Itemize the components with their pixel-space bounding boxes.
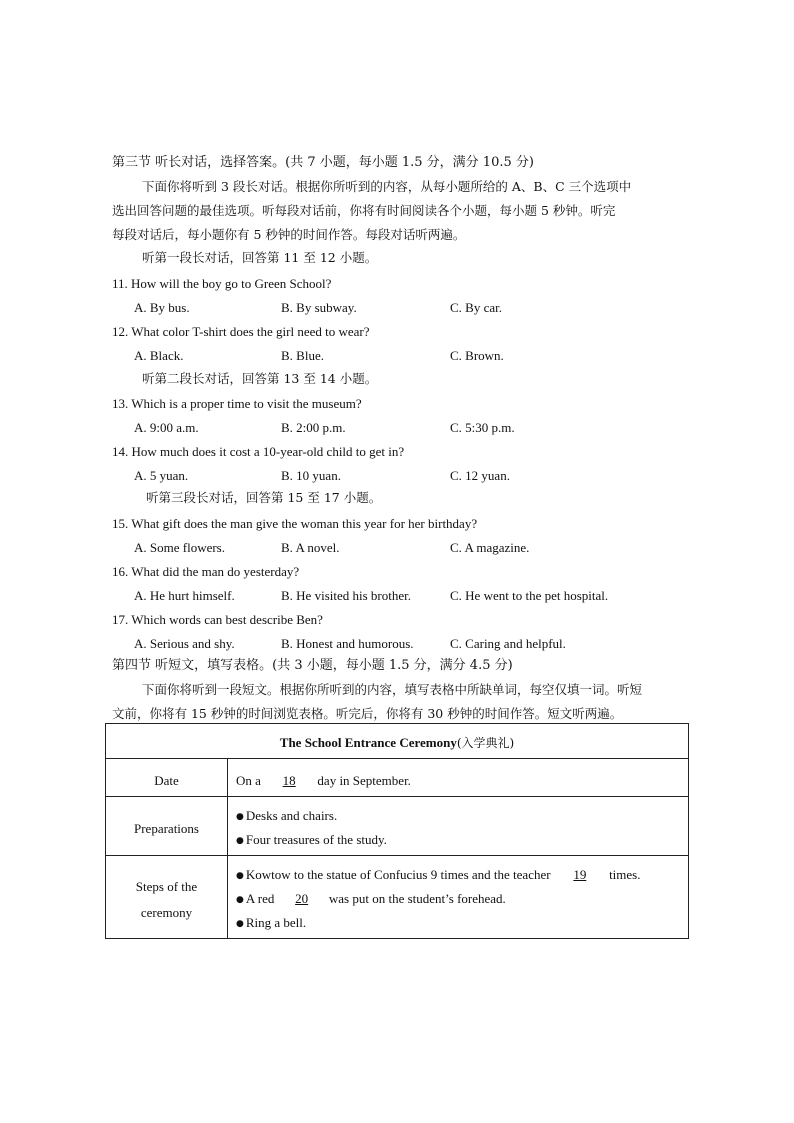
section3-intro-line3: 每段对话后，每小题你有 5 秒钟的时间作答。每段对话听两遍。	[112, 227, 466, 242]
step-2	[236, 891, 506, 908]
question-12: 12. What color T-shirt does the girl need to wear?	[112, 324, 370, 339]
q11-option-a: A. By bus.	[134, 300, 190, 315]
prep-item-1-text: Desks and chairs.	[245, 808, 338, 823]
table-divider	[106, 796, 688, 797]
q16-option-b: B. He visited his brother.	[281, 588, 411, 603]
section4-intro-line2: 文前，你将有 15 秒钟的时间浏览表格。听完后，你将有 30 秒钟的时间作答。短文听两遍。	[112, 706, 623, 721]
section4-intro-line1: 下面你将听到一段短文。根据你所听到的内容，填写表格中所缺单词，每空仅填一词。听短	[142, 682, 643, 697]
table-title-en: The School Entrance Ceremony	[279, 735, 457, 750]
dialogue3-instruction: 听第三段长对话，回答第 15 至 17 小题。	[146, 490, 382, 505]
bullet-icon: ●	[236, 812, 244, 822]
preparations-label: Preparations	[134, 821, 199, 836]
q14-option-a: A. 5 yuan.	[134, 468, 189, 483]
step2-prefix: A red	[245, 891, 275, 906]
step2-suffix: was put on the student’s forehead.	[328, 891, 506, 906]
dialogue1-instruction: 听第一段长对话，回答第 11 至 12 小题。	[142, 250, 378, 265]
q13-option-b: B. 2:00 p.m.	[281, 420, 346, 435]
question-14: 14. How much does it cost a 10-year-old child to get in?	[112, 444, 405, 459]
question-16: 16. What did the man do yesterday?	[112, 564, 300, 579]
steps-label-line2: ceremony	[140, 905, 193, 920]
date-value	[236, 773, 411, 789]
table-divider	[106, 855, 688, 856]
date-label: Date	[154, 773, 179, 788]
q13-option-c: C. 5:30 p.m.	[450, 420, 515, 435]
q11-option-b: B. By subway.	[281, 300, 357, 315]
q12-option-b: B. Blue.	[281, 348, 324, 363]
q15-option-b: B. A novel.	[281, 540, 340, 555]
q12-option-a: A. Black.	[134, 348, 184, 363]
date-suffix: day in September.	[317, 773, 411, 788]
q12-option-c: C. Brown.	[450, 348, 504, 363]
blank-19: 19	[573, 867, 587, 882]
step-1	[236, 867, 640, 884]
prep-item-2	[236, 832, 387, 849]
section4-title: 第四节 听短文，填写表格。(共 3 小题，每小题 1.5 分，满分 4.5 分)	[112, 658, 513, 673]
bullet-icon: ●	[236, 919, 244, 929]
step1-suffix: times.	[609, 867, 641, 882]
table-column-divider	[227, 758, 228, 938]
q15-option-a: A. Some flowers.	[134, 540, 225, 555]
q17-option-b: B. Honest and humorous.	[281, 636, 414, 651]
q16-option-a: A. He hurt himself.	[134, 588, 235, 603]
section3-title: 第三节 听长对话，选择答案。(共 7 小题，每小题 1.5 分，满分 10.5 分)	[112, 155, 534, 170]
dialogue2-instruction: 听第二段长对话，回答第 13 至 14 小题。	[142, 371, 378, 386]
section3-intro-line2: 选出回答问题的最佳选项。听每段对话前，你将有时间阅读各个小题，每小题 5 秒钟。听完	[112, 203, 616, 218]
steps-label-line1: Steps of the	[135, 879, 198, 894]
prep-item-2-text: Four treasures of the study.	[245, 832, 387, 847]
table-title	[106, 735, 688, 751]
section3-intro-line1: 下面你将听到 3 段长对话。根据你所听到的内容，从每小题所给的 A、B、C 三个选项中	[142, 179, 632, 194]
bullet-icon: ●	[236, 895, 244, 905]
prep-item-1	[236, 808, 337, 825]
q15-option-c: C. A magazine.	[450, 540, 530, 555]
q11-option-c: C. By car.	[450, 300, 502, 315]
q16-option-c: C. He went to the pet hospital.	[450, 588, 609, 603]
table-divider	[106, 758, 688, 759]
q17-option-a: A. Serious and shy.	[134, 636, 235, 651]
question-11: 11. How will the boy go to Green School?	[112, 276, 332, 291]
question-13: 13. Which is a proper time to visit the museum?	[112, 396, 362, 411]
ceremony-table	[105, 723, 689, 939]
question-15: 15. What gift does the man give the woman this year for her birthday?	[112, 516, 478, 531]
bullet-icon: ●	[236, 836, 244, 846]
question-17: 17. Which words can best describe Ben?	[112, 612, 323, 627]
date-prefix: On a	[236, 773, 261, 788]
q13-option-a: A. 9:00 a.m.	[134, 420, 199, 435]
step-3	[236, 915, 306, 932]
blank-20: 20	[295, 891, 309, 906]
step3-text: Ring a bell.	[245, 915, 307, 930]
table-title-cn: (入学典礼)	[456, 736, 515, 750]
q14-option-b: B. 10 yuan.	[281, 468, 341, 483]
q17-option-c: C. Caring and helpful.	[450, 636, 566, 651]
bullet-icon: ●	[236, 871, 244, 881]
blank-18: 18	[282, 773, 296, 788]
step1-prefix: Kowtow to the statue of Confucius 9 times and the teacher	[245, 867, 551, 882]
q14-option-c: C. 12 yuan.	[450, 468, 510, 483]
